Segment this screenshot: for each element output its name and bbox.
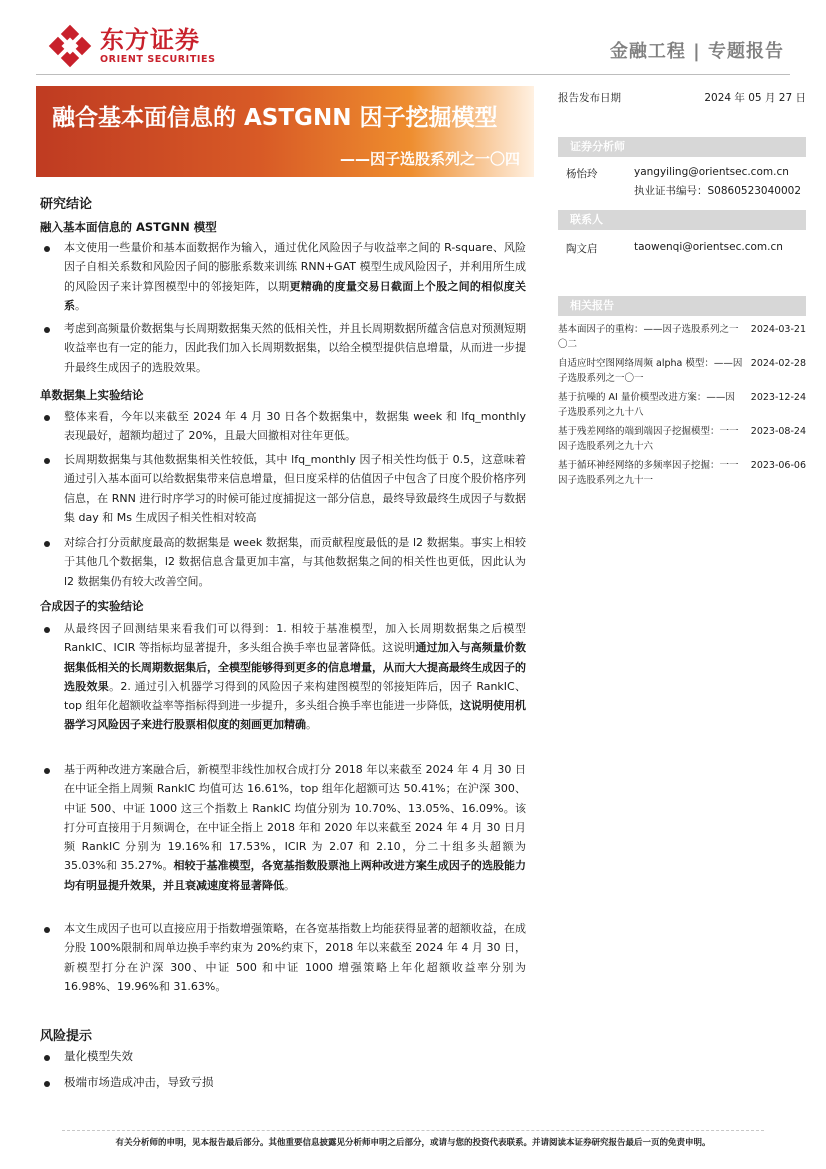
related-report-date: 2024-02-28 xyxy=(750,358,806,369)
related-report-title: 基于抗噪的 AI 量价模型改进方案：——因子选股系列之九十八 xyxy=(558,392,735,418)
section-research-conclusion: 研究结论 xyxy=(40,197,93,212)
header-divider xyxy=(36,74,790,75)
footer-disclaimer: 有关分析师的申明，见本报告最后部分。其他重要信息披露见分析师申明之后部分，或请与您的投资代表联系。并请阅读本证券研究报告最后一页的免责申明。 xyxy=(115,1138,711,1148)
paragraph-1-emphasis: 更精确的度量交易日截面上个股之间的相似度关系 xyxy=(64,279,526,312)
paragraph-5: 对综合打分贡献度最高的数据集是 week 数据集，而贡献程度最低的是 l2 数据集。事实上相较于其他几个数据集，l2 数据信息含量更加丰富，与其他数据集之间的相关性也更低，因此认为 l2 数据集仍有较大改善空间。 xyxy=(64,536,526,588)
paragraph-6: 从最终因子回测结果来看我们可以得到：1. 相较于基准模型，加入长周期数据集之后模型 RankIC、ICIR 等指标均显著提升，多头组合换手率也显著降低。这说明通过加入与高频量价数据集低相关的长周期数据集后，全模型能够得到更多的信息增量，从而大大提高最终生成因子的选股效果。2. 通过引入机器学习得到的风险因子来构建图模型的邻接矩阵后，因子 RankIC、top 组年化超额收益率等指标得到进一步提升，多头组合换手率也能进一步降低，这说明使用机器学习风险因子来进行股票相似度的刻画更加精确。 xyxy=(64,622,527,732)
bullet-icon xyxy=(44,246,50,252)
related-report-title: 自适应时空图网络周频 alpha 模型：——因子选股系列之一〇一 xyxy=(558,358,743,384)
risk-item-1: 量化模型失效 xyxy=(64,1049,133,1063)
related-report-item[interactable] xyxy=(558,390,806,420)
analyst-name: 杨怡玲 xyxy=(566,168,598,180)
report-date-value: 2024 年 05 月 27 日 xyxy=(704,92,806,104)
paragraph-6-emphasis-1: 通过加入与高频量价数据集低相关的长周期数据集后，全模型能够得到更多的信息增量，从而大大提高最终生成因子的选股效果 xyxy=(64,641,527,693)
related-report-title: 基本面因子的重构：——因子选股系列之一〇二 xyxy=(558,324,739,350)
bullet-icon xyxy=(44,927,50,933)
paragraph-6-emphasis-2: 这说明使用机器学习风险因子来进行股票相似度的刻画更加精确 xyxy=(64,699,526,732)
bullet-icon xyxy=(44,1055,50,1061)
contact-email[interactable]: taowenqi@orientsec.com.cn xyxy=(634,241,783,253)
subsection-single-dataset: 单数据集上实验结论 xyxy=(40,388,144,402)
orient-logo-icon xyxy=(48,24,92,68)
footer-divider xyxy=(62,1130,764,1131)
logo-english-name: ORIENT SECURITIES xyxy=(100,54,216,65)
related-report-title: 基于残差网络的端到端因子挖掘模型：一一因子选股系列之九十六 xyxy=(558,426,739,452)
company-logo xyxy=(48,24,216,68)
bullet-icon xyxy=(44,1081,50,1087)
related-report-date: 2024-03-21 xyxy=(750,324,806,335)
bullet-icon xyxy=(44,768,50,774)
logo-chinese-name: 东方证券 xyxy=(100,26,200,54)
report-title: 融合基本面信息的 ASTGNN 因子挖掘模型 xyxy=(52,105,498,131)
related-report-item[interactable] xyxy=(558,356,806,386)
report-date-label: 报告发布日期 xyxy=(558,92,621,104)
document-type: 金融工程 | 专题报告 xyxy=(609,41,784,62)
related-report-date: 2023-12-24 xyxy=(750,392,806,403)
paragraph-4: 长周期数据集与其他数据集相关性较低，其中 lfq_monthly 因子相关性均低于 0.5，这意味着通过引入基本面可以给数据集带来信息增量，但日度采样的估值因子中包含了日度个股价格序列信息，在 RNN 进行时序学习的时候可能过度捕捉这一部分信息，最终导致最终生成因子与数据集 day 和 Ms 生成因子相关性相对较高 xyxy=(64,453,526,524)
paragraph-8: 本文生成因子也可以直接应用于指数增强策略，在各宽基指数上均能获得显著的超额收益，在成分股 100%限制和周单边换手率约束为 20%约束下，2018 年以来截至 2024 年 4 月 30 日，新模型打分在沪深 300、中证 500 和中证 1000 增强策略上年化超额收益率分别为 16.98%、19.96%和 31.63%。 xyxy=(64,922,526,993)
subsection-composite-factor: 合成因子的实验结论 xyxy=(40,599,144,613)
section-risk: 风险提示 xyxy=(40,1029,93,1044)
report-series: ——因子选股系列之一〇四 xyxy=(339,150,520,168)
related-heading: 相关报告 xyxy=(558,296,806,316)
analyst-license: 执业证书编号：S0860523040002 xyxy=(634,185,802,197)
related-report-title: 基于循环神经网络的多频率因子挖掘：一一因子选股系列之九十一 xyxy=(558,460,739,486)
related-report-date: 2023-06-06 xyxy=(750,460,806,471)
bullet-icon xyxy=(44,541,50,547)
contact-name: 陶文启 xyxy=(566,243,598,255)
related-report-item[interactable] xyxy=(558,322,806,352)
bullet-icon xyxy=(44,458,50,464)
paragraph-2: 考虑到高频量价数据集与长周期数据集天然的低相关性，并且长周期数据所蕴含信息对预测短期收益率也有一定的能力，因此我们加入长周期数据集，以给全模型提供信息增量，从而进一步提升最终生成因子的选股效果。 xyxy=(64,322,526,374)
contact-heading: 联系人 xyxy=(558,210,806,230)
bullet-icon xyxy=(44,415,50,421)
related-report-date: 2023-08-24 xyxy=(750,426,806,437)
paragraph-3: 整体来看，今年以来截至 2024 年 4 月 30 日各个数据集中，数据集 week 和 lfq_monthly 表现最好，超额均超过了 20%，且最大回撤相对往年更低。 xyxy=(64,410,526,443)
analyst-email[interactable]: yangyiling@orientsec.com.cn xyxy=(634,166,789,178)
title-banner xyxy=(36,86,534,177)
bullet-icon xyxy=(44,627,50,633)
paragraph-7: 基于两种改进方案融合后，新模型非线性加权合成打分 2018 年以来截至 2024 年 4 月 30 日在中证全指上周频 RankIC 均值可达 16.61%，top 组年化超额可达 50.41%；在沪深 300、中证 500、中证 1000 这三个指数上 RankIC 均值分别为 10.70%、13.05%、16.09%。该打分可直接用于月频调仓，在中证全指上 2018 年和 2020 年以来截至 2024 年 4 月 30 日月频 RankIC 分别为 19.16%和 17.53%，ICIR 为 2.07 和 2.10，分二十组多头超额为 35.03%和 35.27%。相较于基准模型，各宽基指数股票池上两种改进方案生成因子的选股能力均有明显提升效果，并且衰减速度将显著降低。 xyxy=(64,763,526,892)
paragraph-7-emphasis: 相较于基准模型，各宽基指数股票池上两种改进方案生成因子的选股能力均有明显提升效果，并且衰减速度将显著降低 xyxy=(64,859,526,892)
risk-item-2: 极端市场造成冲击，导致亏损 xyxy=(64,1075,214,1089)
analyst-heading: 证券分析师 xyxy=(558,137,806,157)
bullet-icon xyxy=(44,327,50,333)
report-date xyxy=(558,90,806,105)
subsection-astgnn: 融入基本面信息的 ASTGNN 模型 xyxy=(40,220,217,234)
paragraph-1: 本文使用一些量价和基本面数据作为输入，通过优化风险因子与收益率之间的 R-square、风险因子自相关系数和风险因子间的膨胀系数来训练 RNN+GAT 模型生成风险因子，并利用所生成的风险因子来计算图模型中的邻接矩阵，以期更精确的度量交易日截面上个股之间的相似度关系。 xyxy=(64,241,526,312)
related-report-item[interactable] xyxy=(558,424,806,454)
related-report-item[interactable] xyxy=(558,458,806,488)
